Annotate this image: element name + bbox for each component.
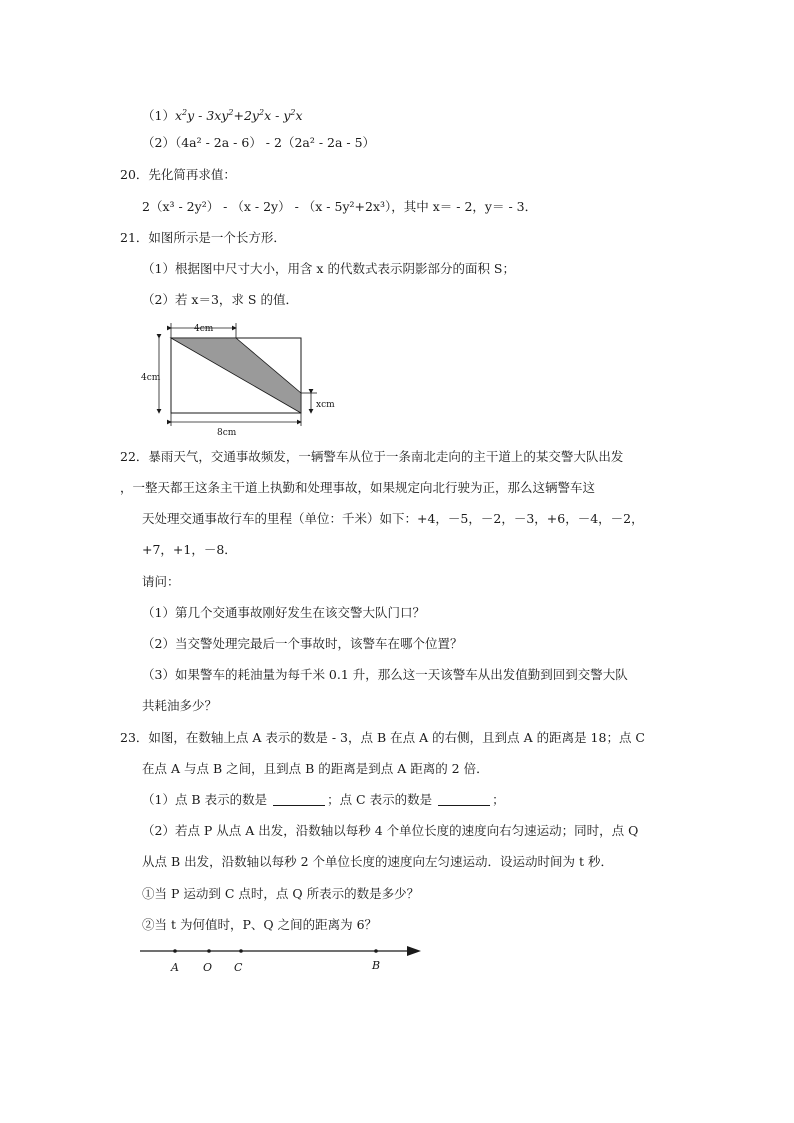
- number-line-figure: [135, 940, 430, 980]
- q23-sub2a: （2）若点 P 从点 A 出发，沿数轴以每秒 4 个单位长度的速度向右匀速运动；同时，点 Q: [142, 823, 639, 838]
- right-dimension-label: xcm: [316, 400, 335, 410]
- q23-sub1-part-a: （1）点 B 表示的数是: [142, 792, 268, 807]
- q23-sub2b: 从点 B 出发，沿数轴以每秒 2 个单位长度的速度向左匀速运动．设运动时间为 t 秒．: [142, 854, 614, 869]
- point-o: [207, 949, 211, 953]
- bottom-dimension-label: 8cm: [217, 428, 237, 438]
- q20-title: 20．先化简再求值：: [120, 167, 236, 182]
- label-o: O: [203, 961, 213, 974]
- q21-sub2: （2）若 x＝3，求 S 的值．: [142, 292, 298, 307]
- answer-blank-c[interactable]: [438, 793, 490, 806]
- q22-sub1: （1）第几个交通事故刚好发生在该交警大队门口？: [142, 605, 425, 620]
- answer-blank-b[interactable]: [273, 793, 325, 806]
- point-c: [239, 949, 243, 953]
- q23-line2: 在点 A 与点 B 之间，且到点 B 的距离是到点 A 距离的 2 倍．: [142, 761, 489, 776]
- label-c: C: [234, 961, 243, 974]
- q22-line2: ，一整天都王这条主干道上执勤和处理事故，如果规定向北行驶为正，那么这辆警车这: [120, 480, 596, 495]
- q23-sub1: [142, 791, 505, 809]
- q23-circ2: ②当 t 为何值时，P、Q 之间的距离为 6？: [142, 917, 378, 932]
- rectangle-figure: [135, 318, 355, 440]
- number-line-arrow-icon: [407, 946, 421, 956]
- q21-title: 21．如图所示是一个长方形．: [120, 230, 286, 245]
- label-a: A: [171, 961, 179, 974]
- point-b: [374, 949, 378, 953]
- q19-item1-expr: $x^2y - 3xy^2+2y^2x - y^2x$: [174, 108, 303, 123]
- label-b: B: [372, 959, 381, 972]
- q19-item2: [142, 134, 375, 152]
- top-dimension-label: 4cm: [194, 324, 214, 334]
- q22-sub2: （2）当交警处理完最后一个事故时，该警车在哪个位置？: [142, 636, 463, 651]
- q23-circ1: ①当 P 运动到 C 点时，点 Q 所表示的数是多少？: [142, 886, 420, 901]
- left-dimension-label: 4cm: [141, 373, 161, 383]
- q22-line3: 天处理交通事故行车的里程（单位：千米）如下：+4，－5，－2，－3，+6，－4，－2，: [142, 511, 644, 526]
- point-a: [173, 949, 177, 953]
- q22-line1: 22．暴雨天气，交通事故频发，一辆警车从位于一条南北走向的主干道上的某交警大队出发: [120, 449, 624, 464]
- q22-line4: +7，+1，－8．: [142, 542, 237, 557]
- q19-item2-label: （2）: [142, 135, 175, 150]
- q22-ask: 请问：: [142, 574, 180, 589]
- q19-item1: [142, 104, 303, 125]
- q22-sub3b: 共耗油多少？: [142, 698, 218, 713]
- q21-sub1: （1）根据图中尺寸大小，用含 x 的代数式表示阴影部分的面积 S；: [142, 261, 515, 276]
- q22-sub3a: （3）如果警车的耗油量为每千米 0.1 升，那么这一天该警车从出发值勤到回到交警大队: [142, 667, 628, 682]
- q23-sub1-part-b: ；点 C 表示的数是: [327, 792, 433, 807]
- q19-item2-expr: （4a² - 2a - 6） - 2（2a² - 2a - 5）: [174, 135, 376, 150]
- shaded-region: [171, 338, 301, 413]
- q19-item1-label: （1）: [142, 108, 175, 123]
- q23-sub1-part-c: ；: [492, 792, 505, 807]
- q20-expr: 2（x³ - 2y²） - （x - 2y） - （x - 5y²+2x³），其中 x＝ - 2，y＝ - 3．: [142, 199, 538, 214]
- q23-line1: 23．如图，在数轴上点 A 表示的数是 - 3，点 B 在点 A 的右侧，且到点 A 的距离是 18；点 C: [120, 730, 646, 745]
